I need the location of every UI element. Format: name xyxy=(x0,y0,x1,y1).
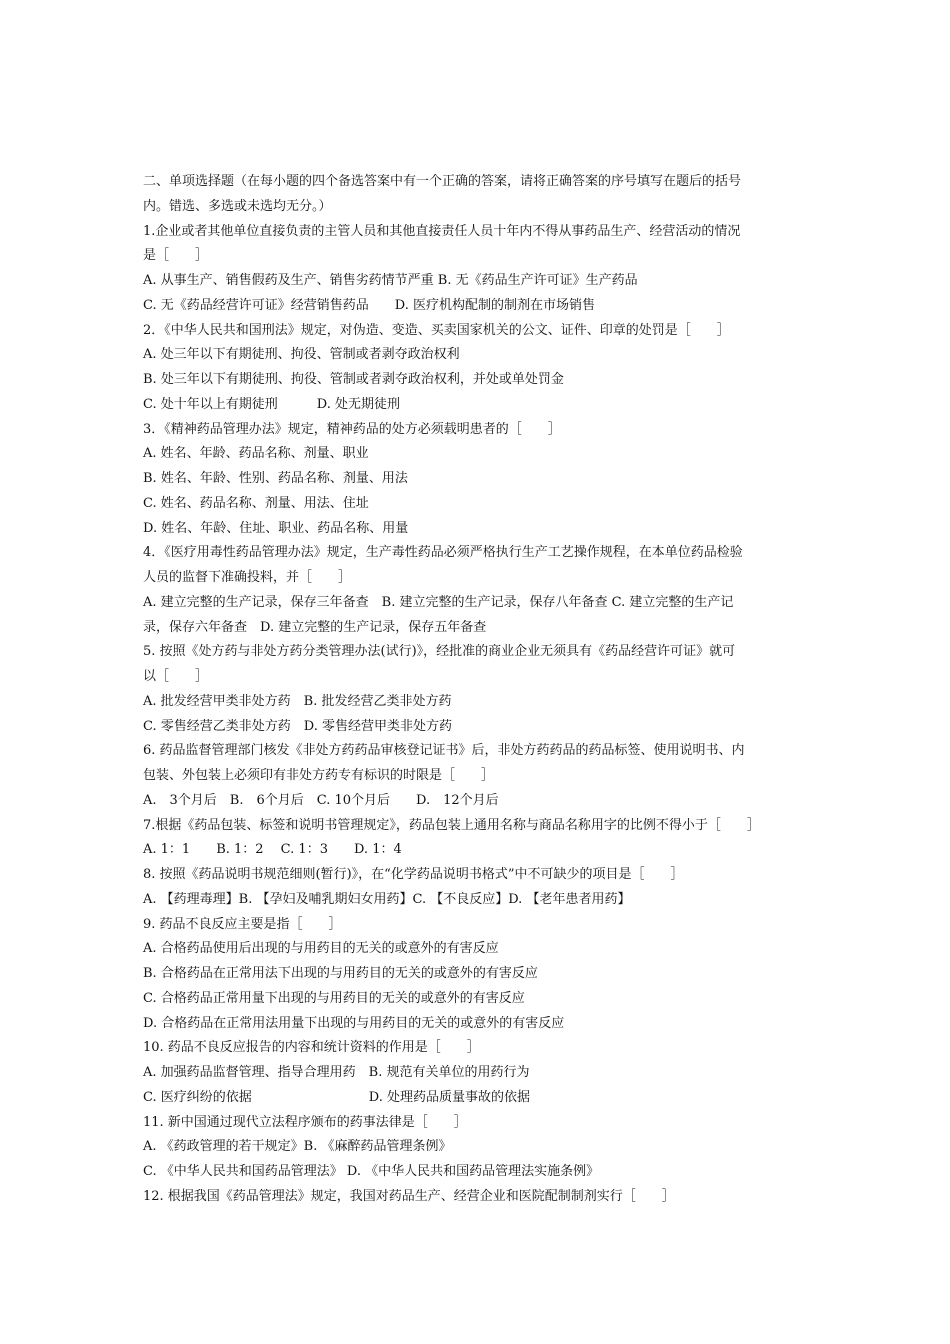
question-11-options-ab: A. 《药政管理的若干规定》B. 《麻醉药品管理条例》 xyxy=(143,1139,452,1155)
question-3-option-b: B. 姓名、年龄、性别、药品名称、剂量、用法 xyxy=(143,471,408,486)
question-11-options-cd: C. 《中华人民共和国药品管理法》 D. 《中华人民共和国药品管理法实施条例》 xyxy=(143,1164,600,1179)
question-9-option-b: B. 合格药品在正常用法下出现的与用药目的无关的或意外的有害反应 xyxy=(143,966,538,981)
question-4-stem-line-2: 人员的监督下准确投料，并［ ］ xyxy=(143,570,352,585)
question-10-stem: 10. 药品不良反应报告的内容和统计资料的作用是［ ］ xyxy=(143,1040,480,1056)
section-heading-line-2: 内。错选、多选或未选均无分。） xyxy=(143,198,332,214)
question-9-option-a: A. 合格药品使用后出现的与用药目的无关的或意外的有害反应 xyxy=(143,941,499,957)
question-6-stem-line-1: 6. 药品监督管理部门核发《非处方药药品审核登记证书》后，非处方药药品的药品标签、使用说明书、内 xyxy=(143,743,745,759)
question-1-stem-line-2: 是［ ］ xyxy=(143,248,209,264)
question-3-option-a: A. 姓名、年龄、药品名称、剂量、职业 xyxy=(143,446,369,462)
question-9-option-c: C. 合格药品正常用量下出现的与用药目的无关的或意外的有害反应 xyxy=(143,990,525,1006)
question-1-options-ab: A. 从事生产、销售假药及生产、销售劣药情节严重 B. 无《药品生产许可证》生产药品 xyxy=(143,273,638,288)
question-7-options: A. 1：1 B. 1：2 C. 1：3 D. 1：4 xyxy=(143,842,402,858)
question-3-stem: 3．《精神药品管理办法》规定，精神药品的处方必须载明患者的［ ］ xyxy=(143,421,561,437)
question-5-stem-line-2: 以［ ］ xyxy=(143,669,209,684)
question-8-stem: 8. 按照《药品说明书规范细则(暂行)》，在“化学药品说明书格式”中不可缺少的项目是［ ］ xyxy=(143,867,684,882)
question-4-options-line-2: 录，保存六年备查 D. 建立完整的生产记录，保存五年备查 xyxy=(143,619,487,635)
question-11-stem: 11. 新中国通过现代立法程序颁布的药事法律是［ ］ xyxy=(143,1114,467,1130)
question-2-option-b: B. 处三年以下有期徒刑、拘役、管制或者剥夺政治权利，并处或单处罚金 xyxy=(143,372,564,387)
question-9-stem: 9. 药品不良反应主要是指［ ］ xyxy=(143,916,342,932)
question-2-option-a: A. 处三年以下有期徒刑、拘役、管制或者剥夺政治权利 xyxy=(143,347,460,363)
question-4-stem-line-1: 4．《医疗用毒性药品管理办法》规定，生产毒性药品必须严格执行生产工艺操作规程，在本单位药品检验 xyxy=(143,545,743,561)
question-5-options-cd: C. 零售经营乙类非处方药 D. 零售经营甲类非处方药 xyxy=(143,718,452,734)
question-1-options-cd: C. 无《药品经营许可证》经营销售药品 D. 医疗机构配制的制剂在市场销售 xyxy=(143,297,595,313)
question-6-stem-line-2: 包装、外包装上必须印有非处方药专有标识的时限是［ ］ xyxy=(143,768,495,783)
question-4-options-line-1: A. 建立完整的生产记录，保存三年备查 B. 建立完整的生产记录，保存八年备查 C. 建立完整的生产记 xyxy=(143,594,734,610)
question-9-option-d: D. 合格药品在正常用法用量下出现的与用药目的无关的或意外的有害反应 xyxy=(143,1015,565,1031)
section-heading-line-1: 二、单项选择题（在每小题的四个备选答案中有一个正确的答案，请将正确答案的序号填写在题后的括号 xyxy=(143,174,742,189)
question-2-stem: 2．《中华人民共和国刑法》规定，对伪造、变造、买卖国家机关的公文、证件、印章的处罚是［ ］ xyxy=(143,322,730,338)
question-2-options-cd: C. 处十年以上有期徒刑 D. 处无期徒刑 xyxy=(143,396,400,412)
question-7-stem: 7.根据《药品包装、标签和说明书管理规定》，药品包装上通用名称与商品名称用字的比例不得小于［ ］ xyxy=(143,817,760,833)
question-1-stem-line-1: 1.企业或者其他单位直接负责的主管人员和其他直接责任人员十年内不得从事药品生产、经营活动的情况 xyxy=(143,223,741,239)
question-8-options: A. 【药理毒理】B. 【孕妇及哺乳期妇女用药】C. 【不良反应】D. 【老年患者用药】 xyxy=(143,891,631,907)
question-10-options-cd: C. 医疗纠纷的依据 D. 处理药品质量事故的依据 xyxy=(143,1089,530,1105)
question-3-option-c: C. 姓名、药品名称、剂量、用法、住址 xyxy=(143,495,369,511)
question-6-options: A. 3个月后 B. 6个月后 C. 10个月后 D. 12个月后 xyxy=(143,792,499,808)
question-5-options-ab: A. 批发经营甲类非处方药 B. 批发经营乙类非处方药 xyxy=(143,693,452,709)
question-12-stem: 12. 根据我国《药品管理法》规定，我国对药品生产、经营企业和医院配制制剂实行［ ］ xyxy=(143,1188,675,1204)
question-3-option-d: D. 姓名、年龄、住址、职业、药品名称、用量 xyxy=(143,520,409,536)
document-page xyxy=(143,170,815,1210)
question-10-options-ab: A. 加强药品监督管理、指导合理用药 B. 规范有关单位的用药行为 xyxy=(143,1065,530,1080)
question-5-stem-line-1: 5. 按照《处方药与非处方药分类管理办法(试行)》，经批准的商业企业无须具有《药品经营许可证》就可 xyxy=(143,644,736,660)
